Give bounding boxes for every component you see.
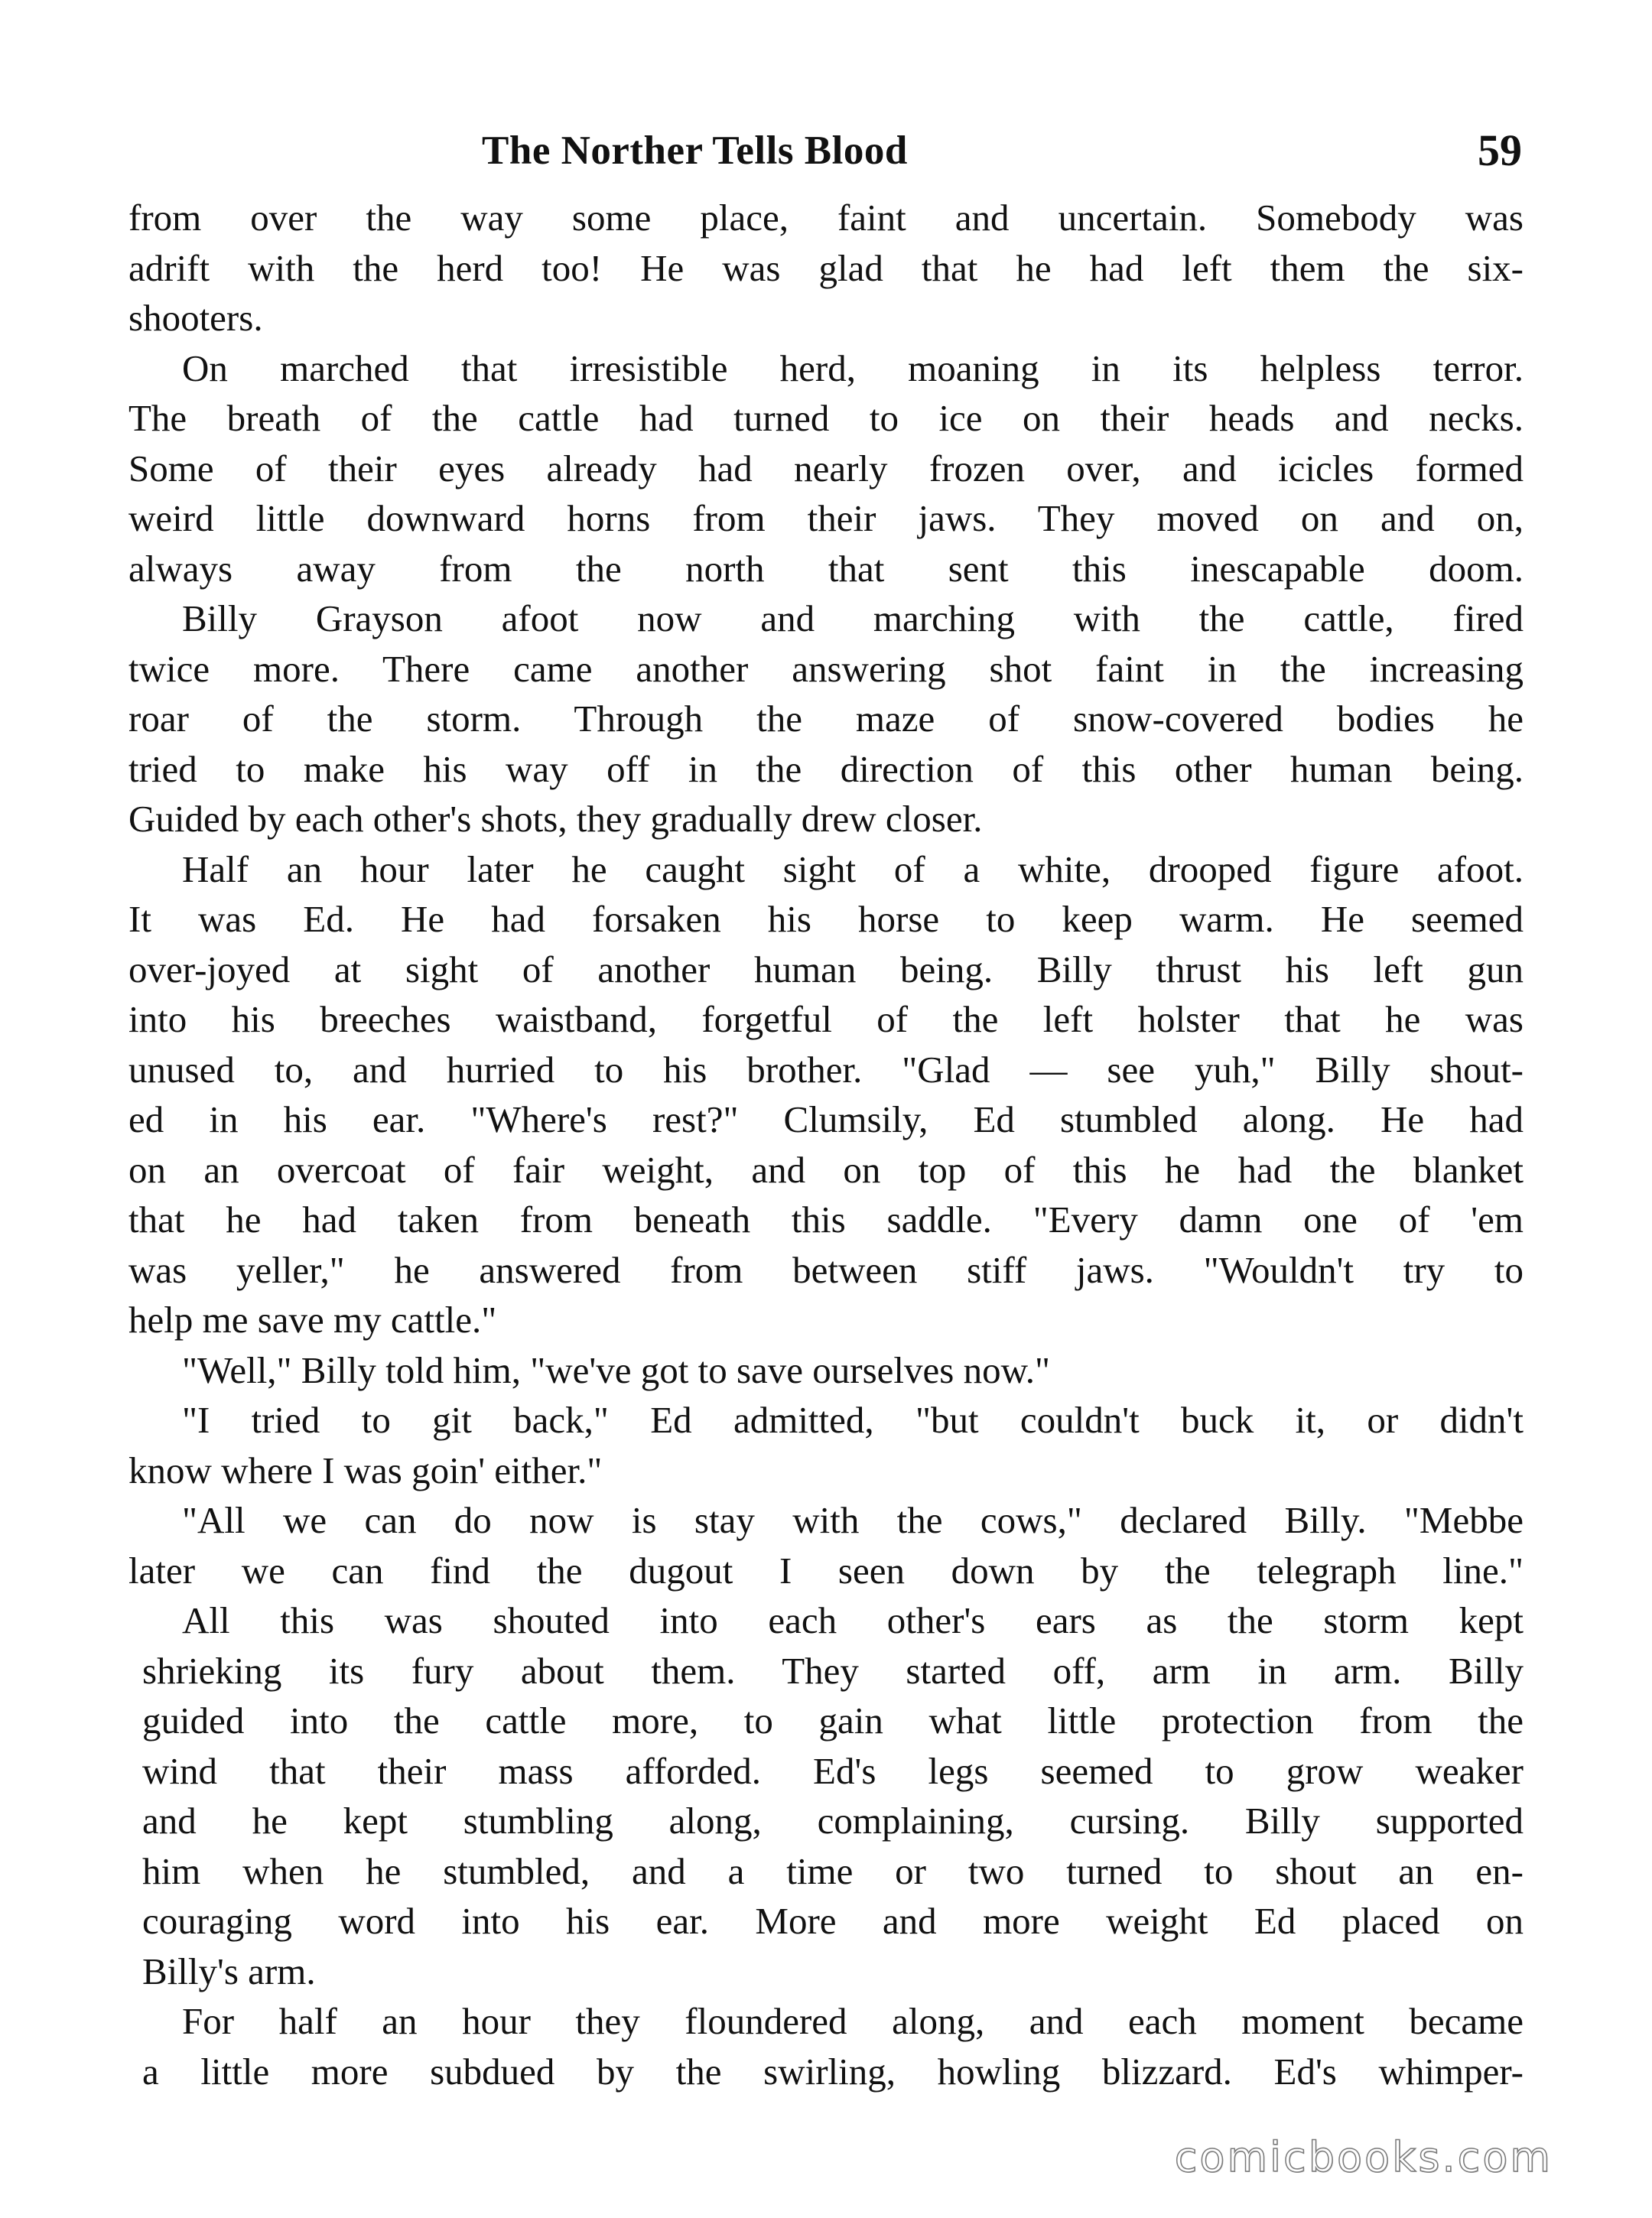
text-line: "All we can do now is stay with the cows," declared Billy. "Mebbe: [182, 1499, 1524, 1541]
text-line: On marched that irresistible herd, moaning in its helpless terror.: [182, 346, 1524, 389]
text-line: "Well," Billy told him, "we've got to save ourselves now.": [182, 1348, 1051, 1391]
text-line: later we can find the dugout I seen down by the telegraph line.": [128, 1549, 1524, 1592]
text-line: from over the way some place, faint and uncertain. Somebody was: [128, 197, 1524, 239]
text-line: was yeller," he answered from between stiff jaws. "Wouldn't try to: [128, 1248, 1524, 1291]
text-line: roar of the storm. Through the maze of snow-covered bodies he: [128, 698, 1524, 740]
text-line: and he kept stumbling along, complaining, cursing. Billy supported: [142, 1800, 1524, 1842]
text-line: twice more. There came another answering shot faint in the increasing: [128, 647, 1524, 690]
text-line: Guided by each other's shots, they gradually drew closer.: [128, 798, 983, 840]
text-line: Billy Grayson afoot now and marching with the cattle, fired: [182, 597, 1524, 639]
text-line: always away from the north that sent this inescapable doom.: [128, 547, 1524, 590]
text-line: adrift with the herd too! He was glad that he had left them the six-: [128, 246, 1524, 289]
text-line: couraging word into his ear. More and more weight Ed placed on: [142, 1900, 1524, 1942]
text-line: wind that their mass afforded. Ed's legs seemed to grow weaker: [142, 1749, 1524, 1792]
text-line: help me save my cattle.": [128, 1299, 497, 1341]
text-line: ed in his ear. "Where's rest?" Clumsily, Ed stumbled along. He had: [128, 1098, 1524, 1140]
text-line: All this was shouted into each other's ears as the storm kept: [182, 1599, 1524, 1641]
text-line: Some of their eyes already had nearly frozen over, and icicles formed: [128, 447, 1524, 489]
text-line: guided into the cattle more, to gain what little protection from the: [142, 1699, 1524, 1742]
text-line: him when he stumbled, and a time or two turned to shout an en-: [142, 1849, 1524, 1892]
text-line: For half an hour they floundered along, and each moment became: [182, 2000, 1524, 2042]
text-line: that he had taken from beneath this saddle. "Every damn one of 'em: [128, 1198, 1524, 1241]
running-header: [130, 124, 1522, 177]
text-line: "I tried to git back," Ed admitted, "but couldn't buck it, or didn't: [182, 1399, 1524, 1441]
text-line: shrieking its fury about them. They started off, arm in arm. Billy: [142, 1649, 1524, 1692]
text-line: shooters.: [128, 297, 263, 339]
text-line: unused to, and hurried to his brother. "Glad — see yuh," Billy shout-: [128, 1048, 1524, 1091]
text-line: into his breeches waistband, forgetful of the left holster that he was: [128, 998, 1524, 1040]
text-line: Half an hour later he caught sight of a white, drooped figure afoot.: [182, 847, 1524, 890]
watermark-logo: comicbooks.com: [1174, 2133, 1553, 2181]
text-line: know where I was goin' either.": [128, 1449, 603, 1491]
text-line: It was Ed. He had forsaken his horse to keep warm. He seemed: [128, 898, 1524, 940]
text-line: a little more subdued by the swirling, howling blizzard. Ed's whimper-: [142, 2050, 1524, 2093]
text-line: tried to make his way off in the direction of this other human being.: [128, 747, 1524, 790]
body-text: [128, 193, 1524, 2096]
text-line: weird little downward horns from their jaws. They moved on and on,: [128, 497, 1524, 539]
text-line: over-joyed at sight of another human being. Billy thrust his left gun: [128, 948, 1524, 990]
page-number: 59: [1478, 125, 1522, 175]
chapter-title: The Norther Tells Blood: [482, 128, 908, 173]
text-line: Billy's arm.: [142, 1950, 316, 1992]
text-line: on an overcoat of fair weight, and on top of this he had the blanket: [128, 1148, 1524, 1191]
text-line: The breath of the cattle had turned to ice on their heads and necks.: [128, 397, 1524, 439]
